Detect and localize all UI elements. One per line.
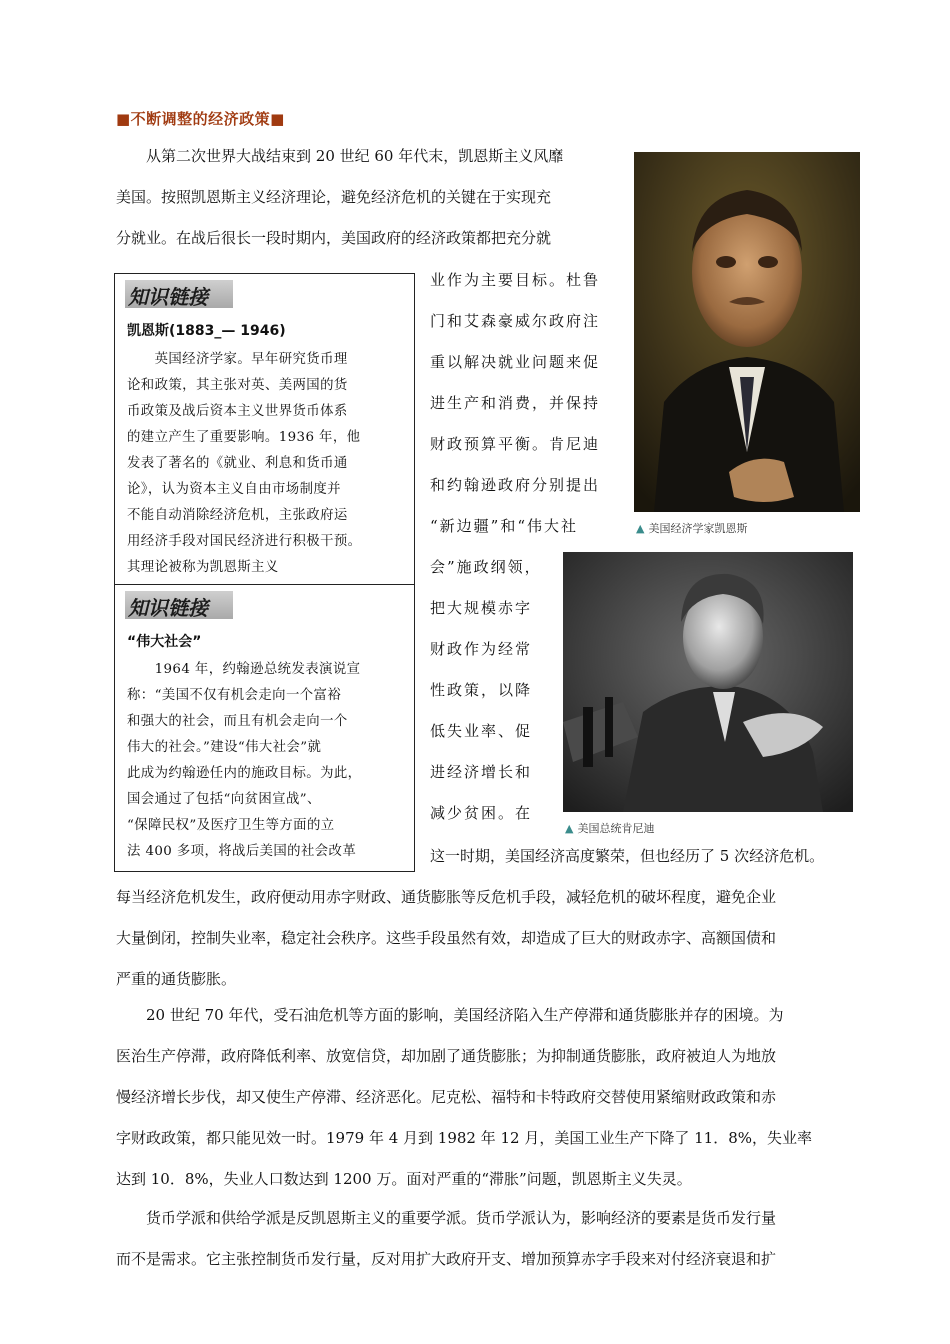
knowledge-box-line: 不能自动消除经济危机，主张政府运 (127, 508, 348, 523)
knowledge-box-keynes (114, 273, 415, 586)
intro-line: 美国。按照凯恩斯主义经济理论，避免经济危机的关键在于实现充 (116, 188, 552, 206)
knowledge-box-line: 英国经济学家。早年研究货币理 (127, 352, 348, 367)
knowledge-box-line: 的建立产生了重要影响。1936 年，他 (127, 430, 361, 445)
knowledge-box-line: “保障民权”及医疗卫生等方面的立 (127, 818, 335, 833)
knowledge-box-line: 1964 年，约翰逊总统发表演说宣 (127, 662, 361, 677)
knowledge-box-line: 用经济手段对国民经济进行积极干预。 (127, 534, 362, 549)
knowledge-box-subtitle: “伟大社会” (127, 634, 202, 650)
knowledge-box-subtitle: 凯恩斯(1883_— 1946) (127, 323, 286, 339)
body-line: 每当经济危机发生，政府便动用赤字财政、通货膨胀等反危机手段，减轻危机的破坏程度，避免企业 (116, 888, 777, 906)
knowledge-box-line: 法 400 多项，将战后美国的社会改革 (127, 844, 357, 859)
kennedy-photo-caption: ▲ 美国总统肯尼迪 (565, 822, 655, 835)
section-title: ■不断调整的经济政策■ (116, 110, 285, 128)
column-line: 重以解决就业问题来促 (430, 353, 601, 371)
body-line: 这一时期，美国经济高度繁荣，但也经历了 5 次经济危机。 (430, 847, 825, 865)
knowledge-box-heading: 知识链接 (125, 280, 233, 308)
body-line: 20 世纪 70 年代，受石油危机等方面的影响，美国经济陷入生产停滞和通货膨胀并存的困境。为 (116, 1006, 784, 1024)
knowledge-box-great-society (114, 584, 415, 872)
body-line: 而不是需求。它主张控制货币发行量，反对用扩大政府开支、增加预算赤字手段来对付经济衰退和扩 (116, 1250, 777, 1268)
knowledge-box-line: 称：“美国不仅有机会走向一个富裕 (127, 688, 342, 703)
column-line: 财政作为经常 (430, 640, 533, 658)
body-line: 货币学派和供给学派是反凯恩斯主义的重要学派。货币学派认为，影响经济的要素是货币发行量 (116, 1209, 777, 1227)
body-line: 严重的通货膨胀。 (116, 970, 237, 988)
keynes-photo-caption: ▲ 美国经济学家凯恩斯 (636, 522, 748, 535)
column-line: 低失业率、促 (430, 722, 533, 740)
body-line: 医治生产停滞，政府降低利率、放宽信贷，却加剧了通货膨胀；为抑制通货膨胀，政府被迫人为地放 (116, 1047, 777, 1065)
knowledge-box-line: 此成为约翰逊任内的施政目标。为此， (127, 766, 362, 781)
column-line: 性政策，以降 (430, 681, 533, 699)
column-line: 财政预算平衡。肯尼迪 (430, 435, 601, 453)
column-line: 门和艾森豪威尔政府注 (430, 312, 601, 330)
column-line: “新边疆”和“伟大社 (430, 517, 579, 535)
column-line: 业作为主要目标。杜鲁 (430, 271, 601, 289)
knowledge-box-line: 其理论被称为凯恩斯主义 (127, 560, 279, 575)
knowledge-box-line: 伟大的社会。”建设“伟大社会”就 (127, 740, 322, 755)
keynes-portrait-image (634, 152, 860, 512)
column-line: 减少贫困。在 (430, 804, 533, 822)
body-line: 字财政政策，都只能见效一时。1979 年 4 月到 1982 年 12 月，美国工业生产下降了 11．8%，失业率 (116, 1129, 813, 1147)
triangle-icon: ▲ (565, 822, 574, 835)
knowledge-box-line: 论》，认为资本主义自由市场制度并 (127, 482, 341, 497)
knowledge-box-line: 币政策及战后资本主义世界货币体系 (127, 404, 348, 419)
knowledge-box-heading: 知识链接 (125, 591, 233, 619)
column-line: 和约翰逊政府分别提出 (430, 476, 601, 494)
column-line: 把大规模赤字 (430, 599, 533, 617)
triangle-icon: ▲ (636, 522, 645, 535)
knowledge-box-line: 和强大的社会，而且有机会走向一个 (127, 714, 348, 729)
intro-line: 分就业。在战后很长一段时期内，美国政府的经济政策都把充分就 (116, 229, 552, 247)
body-line: 慢经济增长步伐，却又使生产停滞、经济恶化。尼克松、福特和卡特政府交替使用紧缩财政政策和赤 (116, 1088, 777, 1106)
column-line: 会”施政纲领， (430, 558, 542, 576)
knowledge-box-line: 论和政策，其主张对英、美两国的货 (127, 378, 348, 393)
knowledge-box-line: 发表了著名的《就业、利息和货币通 (127, 456, 348, 471)
kennedy-photo-image (563, 552, 853, 812)
body-line: 达到 10．8%，失业人口数达到 1200 万。面对严重的“滞胀”问题，凯恩斯主义失灵。 (116, 1170, 692, 1188)
body-line: 大量倒闭，控制失业率，稳定社会秩序。这些手段虽然有效，却造成了巨大的财政赤字、高额国债和 (116, 929, 777, 947)
intro-line: 从第二次世界大战结束到 20 世纪 60 年代末，凯恩斯主义风靡 (146, 147, 564, 165)
knowledge-box-line: 国会通过了包括“向贫困宣战”、 (127, 792, 321, 807)
column-line: 进经济增长和 (430, 763, 533, 781)
column-line: 进生产和消费，并保持 (430, 394, 601, 412)
